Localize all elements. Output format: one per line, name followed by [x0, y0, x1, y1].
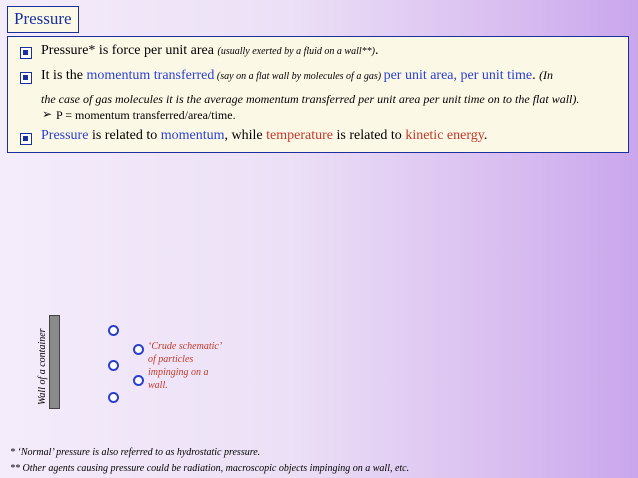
particle: [133, 375, 144, 386]
bullet-3-text3: is related to: [333, 128, 406, 143]
checkbox-bullet-icon: [20, 72, 32, 84]
checkbox-bullet-icon: [20, 133, 32, 145]
bullet-1-end: .: [374, 43, 379, 58]
bullet-2-part1: It is the: [41, 68, 87, 83]
bullet-3-end: .: [483, 128, 488, 143]
schematic-line: wall.: [148, 380, 168, 391]
slide-title: Pressure: [7, 6, 79, 33]
bullet-1-note: (usually exerted by a fluid on a wall**): [217, 46, 375, 57]
bullet-2-period: .: [532, 68, 540, 83]
bullet-3-text1: is related to: [88, 128, 161, 143]
schematic-caption: [148, 340, 222, 392]
bullet-2-per-unit: per unit area, per unit time: [383, 68, 533, 83]
bullet-3-temperature: temperature: [266, 128, 333, 143]
arrow-bullet-icon: ➢: [42, 107, 53, 121]
container-wall: [49, 315, 60, 409]
bullet-2-line2: the case of gas molecules it is the average momentum transferred per unit area per unit time on to the flat wall).: [41, 92, 580, 106]
bullet-2-note: (say on a flat wall by molecules of a gas): [214, 71, 384, 82]
particle: [108, 325, 119, 336]
schematic-line: ‘Crude schematic’: [148, 341, 223, 352]
particle: [108, 360, 119, 371]
bullet-3-kinetic-energy: kinetic energy: [405, 128, 484, 143]
bullet-1: [41, 43, 378, 59]
checkbox-bullet-icon: [20, 47, 32, 59]
bullet-2: [41, 68, 553, 84]
particle: [133, 344, 144, 355]
bullet-3: [41, 128, 487, 144]
bullet-2-in: (In: [539, 68, 554, 82]
wall-label: Wall of a container: [37, 328, 48, 405]
bullet-3-text2: , while: [224, 128, 267, 143]
bullet-3-pressure: Pressure: [41, 128, 89, 143]
sub-bullet: P = momentum transferred/area/time.: [56, 108, 236, 122]
bullet-3-momentum: momentum: [160, 128, 225, 143]
particle: [108, 392, 119, 403]
content-box: [7, 36, 629, 153]
bullet-1-main: Pressure* is force per unit area: [41, 43, 218, 58]
schematic-line: impinging on a: [148, 367, 209, 378]
footnote-2: ** Other agents causing pressure could be radiation, macroscopic objects impinging on a wall, etc.: [10, 463, 410, 474]
bullet-2-momentum-transferred: momentum transferred: [86, 68, 215, 83]
schematic-line: of particles: [148, 354, 194, 365]
footnote-1: * ‘Normal’ pressure is also referred to as hydrostatic pressure.: [10, 447, 261, 458]
